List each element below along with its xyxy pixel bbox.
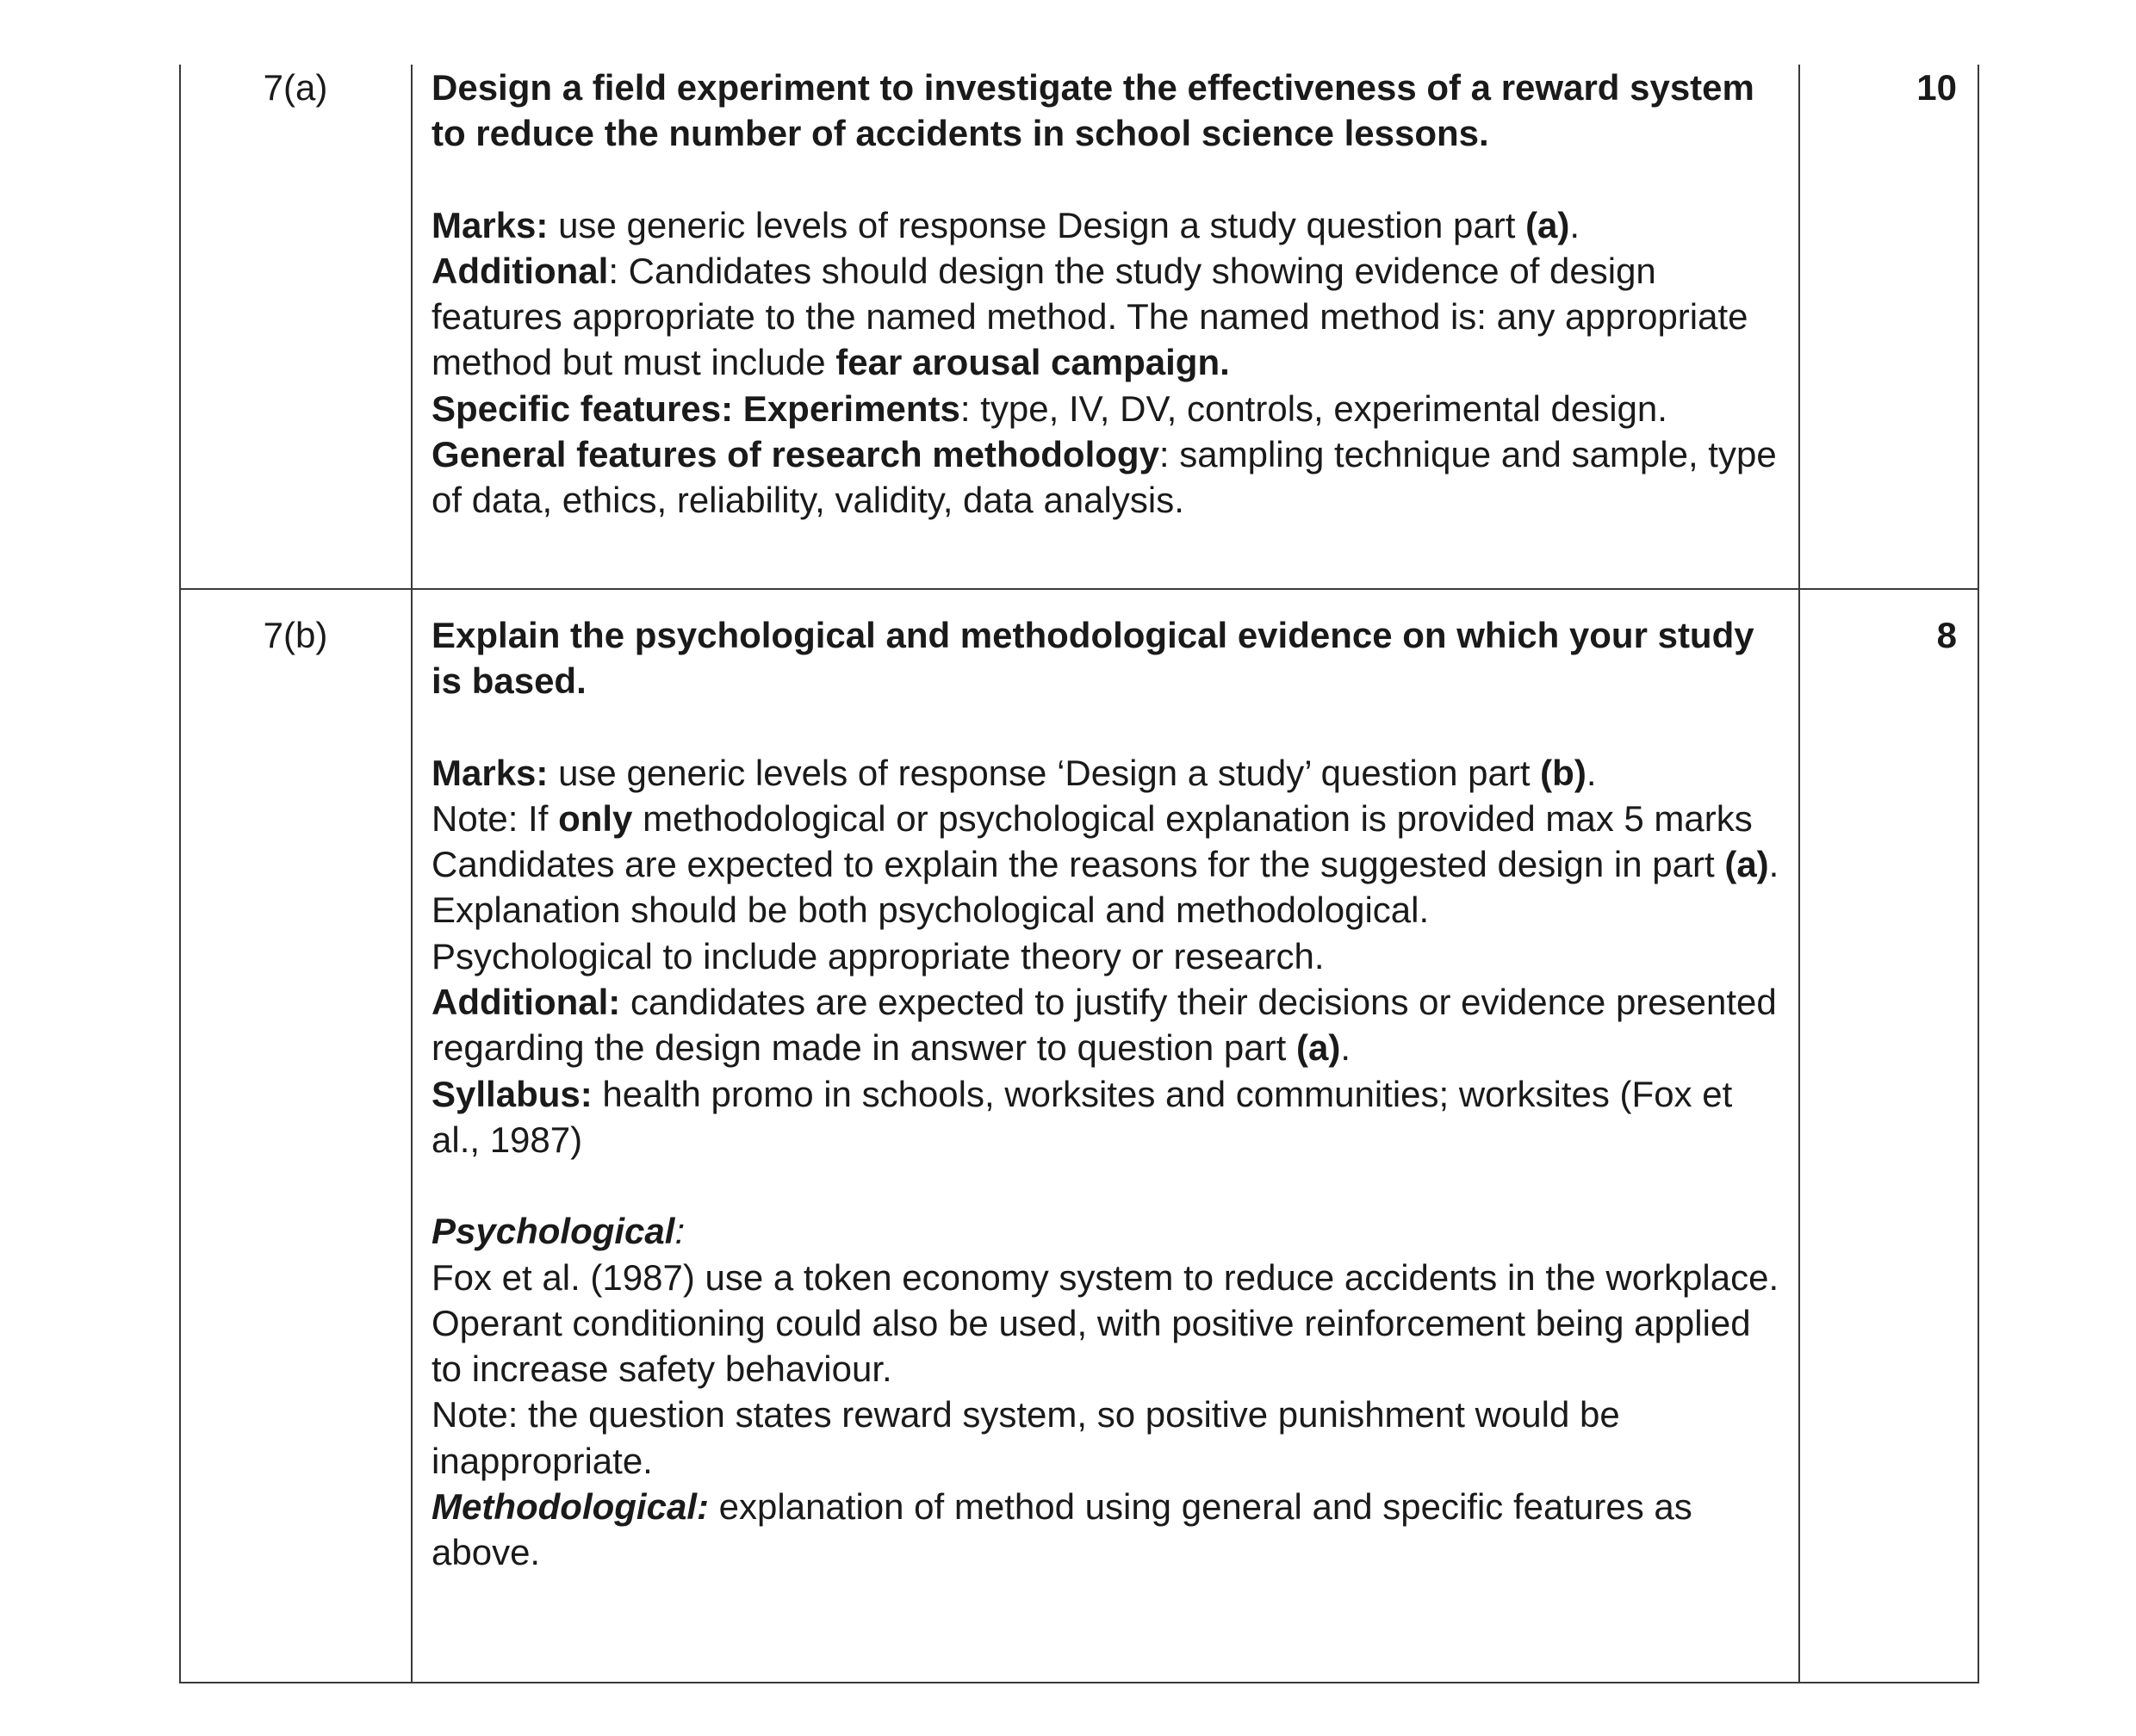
- psychological-point: Fox et al. (1987) use a token economy system to reduce accidents in the workplace.: [432, 1256, 1779, 1298]
- question-text: Explain the psychological and methodological evidence on which your study is based.: [432, 615, 1754, 702]
- table-bottom-border: [179, 1682, 1979, 1683]
- psychological-heading: Psychological:: [432, 1211, 686, 1252]
- note-guidance: Note: If only methodological or psychological explanation is provided max 5 marks: [432, 797, 1753, 839]
- additional-guidance: Additional: candidates are expected to justify their decisions or evidence presented regarding the design made in answer to question part (a).: [432, 982, 1777, 1069]
- psychological-point: Note: the question states reward system, so positive punishment would be inappropriate.: [432, 1394, 1620, 1481]
- candidates-guidance: Candidates are expected to explain the reasons for the suggested design in part (a). Explanation should be both psychological and methodological.: [432, 844, 1779, 931]
- question-marks: 10: [1916, 67, 1957, 108]
- question-text: Design a field experiment to investigate the effectiveness of a reward system to reduce the number of accidents in school science lessons.: [432, 67, 1754, 154]
- additional-guidance: Additional: Candidates should design the study showing evidence of design features appropriate to the named method. The named method is: any appropriate method but must include fear arousal campaign.: [432, 250, 1748, 383]
- syllabus-reference: Syllabus: health promo in schools, worksites and communities; worksites (Fox et al., 1987): [432, 1073, 1733, 1160]
- psychological-requirement: Psychological to include appropriate theory or research.: [432, 935, 1325, 976]
- question-number: 7(a): [263, 67, 328, 108]
- row-divider: [179, 588, 1979, 590]
- column-divider-number: [411, 65, 413, 1683]
- answer-guidance: [432, 65, 1784, 524]
- question-number: 7(b): [263, 615, 328, 655]
- answer-guidance: [432, 612, 1784, 1576]
- methodological-guidance: Methodological: explanation of method using general and specific features as above.: [432, 1486, 1692, 1573]
- marks-guidance: Marks: use generic levels of response Design a study question part (a).: [432, 204, 1580, 245]
- specific-features: Specific features: Experiments: type, IV, DV, controls, experimental design.: [432, 388, 1667, 429]
- table-left-border: [179, 65, 181, 1683]
- table-right-border: [1978, 65, 1979, 1683]
- psychological-point: Operant conditioning could also be used, with positive reinforcement being applied to increase safety behaviour.: [432, 1302, 1751, 1390]
- mark-scheme-table: [179, 65, 1979, 1683]
- marks-guidance: Marks: use generic levels of response ‘Design a study’ question part (b).: [432, 752, 1597, 793]
- general-features: General features of research methodology: sampling technique and sample, type of data, ethics, reliability, validity, data analysis.: [432, 434, 1777, 521]
- column-divider-marks: [1798, 65, 1800, 1683]
- question-marks: 8: [1936, 615, 1957, 655]
